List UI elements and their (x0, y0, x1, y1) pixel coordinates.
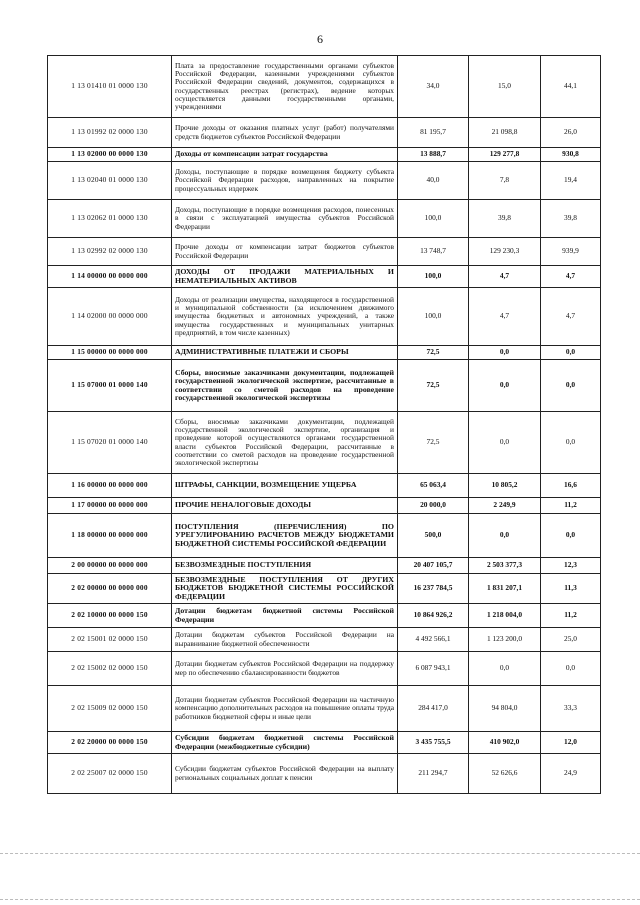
plan-amount-cell: 100,0 (398, 200, 469, 238)
budget-code-cell: 2 02 00000 00 0000 000 (48, 574, 172, 604)
actual-amount-cell: 129 277,8 (469, 148, 541, 162)
budget-code-cell: 2 02 15001 02 0000 150 (48, 628, 172, 652)
percent-cell: 19,4 (541, 162, 601, 200)
percent-cell: 0,0 (541, 652, 601, 686)
plan-amount-cell: 34,0 (398, 56, 469, 118)
plan-amount-cell: 100,0 (398, 266, 469, 288)
table-row (48, 288, 601, 346)
percent-cell: 0,0 (541, 360, 601, 412)
percent-cell: 4,7 (541, 266, 601, 288)
percent-cell: 11,3 (541, 574, 601, 604)
budget-code-cell: 2 02 15009 02 0000 150 (48, 686, 172, 732)
percent-cell: 24,9 (541, 754, 601, 794)
actual-amount-cell: 15,0 (469, 56, 541, 118)
table-row (48, 558, 601, 574)
budget-code-cell: 2 02 25007 02 0000 150 (48, 754, 172, 794)
table-row (48, 56, 601, 118)
budget-code-cell: 1 14 02000 00 0000 000 (48, 288, 172, 346)
plan-amount-cell: 6 087 943,1 (398, 652, 469, 686)
revenue-name-cell: Субсидии бюджетам субъектов Российской Федерации на выплату региональных социальных доплат к пенсии (172, 754, 398, 794)
revenue-name-cell: БЕЗВОЗМЕЗДНЫЕ ПОСТУПЛЕНИЯ (172, 558, 398, 574)
revenue-name-cell: Доходы от компенсации затрат государства (172, 148, 398, 162)
actual-amount-cell: 410 902,0 (469, 732, 541, 754)
actual-amount-cell: 4,7 (469, 266, 541, 288)
percent-cell: 939,9 (541, 238, 601, 266)
revenue-name-cell: Прочие доходы от оказания платных услуг (работ) получателями средств бюджетов субъектов Российской Федерации (172, 118, 398, 148)
revenue-name-cell: Дотации бюджетам бюджетной системы Российской Федерации (172, 604, 398, 628)
revenue-name-cell: Субсидии бюджетам бюджетной системы Российской Федерации (межбюджетные субсидии) (172, 732, 398, 754)
percent-cell: 12,3 (541, 558, 601, 574)
actual-amount-cell: 0,0 (469, 652, 541, 686)
plan-amount-cell: 16 237 784,5 (398, 574, 469, 604)
actual-amount-cell: 2 503 377,3 (469, 558, 541, 574)
table-row (48, 266, 601, 288)
actual-amount-cell: 129 230,3 (469, 238, 541, 266)
actual-amount-cell: 10 805,2 (469, 474, 541, 498)
budget-code-cell: 1 18 00000 00 0000 000 (48, 514, 172, 558)
percent-cell: 44,1 (541, 56, 601, 118)
plan-amount-cell: 4 492 566,1 (398, 628, 469, 652)
revenue-name-cell: ДОХОДЫ ОТ ПРОДАЖИ МАТЕРИАЛЬНЫХ И НЕМАТЕРИАЛЬНЫХ АКТИВОВ (172, 266, 398, 288)
plan-amount-cell: 3 435 755,5 (398, 732, 469, 754)
revenue-name-cell: Дотации бюджетам субъектов Российской Федерации на поддержку мер по обеспечению сбалансированности бюджетов (172, 652, 398, 686)
plan-amount-cell: 211 294,7 (398, 754, 469, 794)
percent-cell: 4,7 (541, 288, 601, 346)
revenue-name-cell: ПОСТУПЛЕНИЯ (ПЕРЕЧИСЛЕНИЯ) ПО УРЕГУЛИРОВАНИЮ РАСЧЕТОВ МЕЖДУ БЮДЖЕТАМИ БЮДЖЕТНОЙ СИСТЕМЫ РОССИЙСКОЙ ФЕДЕРАЦИИ (172, 514, 398, 558)
table-row (48, 652, 601, 686)
revenue-name-cell: Сборы, вносимые заказчиками документации, подлежащей государственной экологической экспертизе, рассчитанные в соответствии со сметой расходов на проведение государственной экологической экспертизы (172, 360, 398, 412)
table-row (48, 148, 601, 162)
table-row (48, 754, 601, 794)
percent-cell: 11,2 (541, 498, 601, 514)
plan-amount-cell: 81 195,7 (398, 118, 469, 148)
table-row (48, 574, 601, 604)
plan-amount-cell: 72,5 (398, 346, 469, 360)
plan-amount-cell: 13 888,7 (398, 148, 469, 162)
table-row (48, 346, 601, 360)
plan-amount-cell: 10 864 926,2 (398, 604, 469, 628)
percent-cell: 12,0 (541, 732, 601, 754)
plan-amount-cell: 20 000,0 (398, 498, 469, 514)
percent-cell: 0,0 (541, 346, 601, 360)
budget-code-cell: 1 16 00000 00 0000 000 (48, 474, 172, 498)
budget-code-cell: 1 15 07020 01 0000 140 (48, 412, 172, 474)
revenue-name-cell: Дотации бюджетам субъектов Российской Федерации на частичную компенсацию дополнительных расходов на повышение оплаты труда работников бюджетной сферы и иные цели (172, 686, 398, 732)
revenue-name-cell: Доходы от реализации имущества, находящегося в государственной и муниципальной собственности (за исключением движимого имущества бюджетных и автономных учреждений, а также имущества государственных и муниципальных унитарных предприятий, в том числе казенных) (172, 288, 398, 346)
table-body (48, 56, 601, 794)
actual-amount-cell: 94 804,0 (469, 686, 541, 732)
revenue-name-cell: ПРОЧИЕ НЕНАЛОГОВЫЕ ДОХОДЫ (172, 498, 398, 514)
percent-cell: 0,0 (541, 514, 601, 558)
actual-amount-cell: 1 218 004,0 (469, 604, 541, 628)
revenue-name-cell: Плата за предоставление государственными органами субъектов Российской Федерации, казенными учреждениями субъектов Российской Федерации сведений, документов, содержащихся в государственных реестрах (регистрах), ведение которых осуществляется данными государственными органами, учреждениями (172, 56, 398, 118)
table-row (48, 238, 601, 266)
percent-cell: 33,3 (541, 686, 601, 732)
budget-code-cell: 1 15 00000 00 0000 000 (48, 346, 172, 360)
actual-amount-cell: 0,0 (469, 360, 541, 412)
plan-amount-cell: 72,5 (398, 360, 469, 412)
scan-artifact-line (0, 853, 640, 855)
revenue-name-cell: Прочие доходы от компенсации затрат бюджетов субъектов Российской Федерации (172, 238, 398, 266)
percent-cell: 0,0 (541, 412, 601, 474)
table-row (48, 498, 601, 514)
budget-code-cell: 1 17 00000 00 0000 000 (48, 498, 172, 514)
budget-code-cell: 1 13 02062 01 0000 130 (48, 200, 172, 238)
table-row (48, 732, 601, 754)
budget-code-cell: 2 02 10000 00 0000 150 (48, 604, 172, 628)
actual-amount-cell: 39,8 (469, 200, 541, 238)
revenue-name-cell: Сборы, вносимые заказчиками документации, подлежащей государственной экологической экспертизе, организация и проведение которой осуществляются органами государственной власти субъектов Российской Федерации, рассчитанные в соответствии со сметой расходов на проведение государственной экологической экспертизы (172, 412, 398, 474)
percent-cell: 39,8 (541, 200, 601, 238)
table-row (48, 118, 601, 148)
budget-code-cell: 1 13 02040 01 0000 130 (48, 162, 172, 200)
table-row (48, 686, 601, 732)
scan-artifact-line (0, 899, 640, 901)
percent-cell: 25,0 (541, 628, 601, 652)
table-row (48, 200, 601, 238)
revenue-name-cell: Доходы, поступающие в порядке возмещения бюджету субъекта Российской Федерации расходов, направленных на покрытие процессуальных издержек (172, 162, 398, 200)
revenue-name-cell: АДМИНИСТРАТИВНЫЕ ПЛАТЕЖИ И СБОРЫ (172, 346, 398, 360)
plan-amount-cell: 20 407 105,7 (398, 558, 469, 574)
plan-amount-cell: 284 417,0 (398, 686, 469, 732)
table-row (48, 628, 601, 652)
actual-amount-cell: 21 098,8 (469, 118, 541, 148)
table-row (48, 514, 601, 558)
budget-code-cell: 1 13 01992 02 0000 130 (48, 118, 172, 148)
budget-code-cell: 1 13 02992 02 0000 130 (48, 238, 172, 266)
table-row (48, 474, 601, 498)
budget-code-cell: 1 15 07000 01 0000 140 (48, 360, 172, 412)
revenue-name-cell: Доходы, поступающие в порядке возмещения расходов, понесенных в связи с эксплуатацией имущества субъектов Российской Федерации (172, 200, 398, 238)
table-row (48, 162, 601, 200)
actual-amount-cell: 1 123 200,0 (469, 628, 541, 652)
plan-amount-cell: 72,5 (398, 412, 469, 474)
table-row (48, 604, 601, 628)
actual-amount-cell: 0,0 (469, 514, 541, 558)
actual-amount-cell: 52 626,6 (469, 754, 541, 794)
table-row (48, 360, 601, 412)
budget-code-cell: 1 13 01410 01 0000 130 (48, 56, 172, 118)
actual-amount-cell: 7,8 (469, 162, 541, 200)
actual-amount-cell: 2 249,9 (469, 498, 541, 514)
page-number: 6 (317, 32, 323, 46)
actual-amount-cell: 1 831 207,1 (469, 574, 541, 604)
actual-amount-cell: 0,0 (469, 412, 541, 474)
revenue-name-cell: БЕЗВОЗМЕЗДНЫЕ ПОСТУПЛЕНИЯ ОТ ДРУГИХ БЮДЖЕТОВ БЮДЖЕТНОЙ СИСТЕМЫ РОССИЙСКОЙ ФЕДЕРАЦИИ (172, 574, 398, 604)
plan-amount-cell: 100,0 (398, 288, 469, 346)
percent-cell: 11,2 (541, 604, 601, 628)
revenue-name-cell: Дотации бюджетам субъектов Российской Федерации на выравнивание бюджетной обеспеченности (172, 628, 398, 652)
percent-cell: 26,0 (541, 118, 601, 148)
actual-amount-cell: 4,7 (469, 288, 541, 346)
percent-cell: 930,8 (541, 148, 601, 162)
budget-code-cell: 2 02 20000 00 0000 150 (48, 732, 172, 754)
table-row (48, 412, 601, 474)
budget-code-cell: 2 00 00000 00 0000 000 (48, 558, 172, 574)
plan-amount-cell: 13 748,7 (398, 238, 469, 266)
budget-code-cell: 1 13 02000 00 0000 130 (48, 148, 172, 162)
percent-cell: 16,6 (541, 474, 601, 498)
budget-code-cell: 2 02 15002 02 0000 150 (48, 652, 172, 686)
plan-amount-cell: 500,0 (398, 514, 469, 558)
revenue-name-cell: ШТРАФЫ, САНКЦИИ, ВОЗМЕЩЕНИЕ УЩЕРБА (172, 474, 398, 498)
budget-code-cell: 1 14 00000 00 0000 000 (48, 266, 172, 288)
plan-amount-cell: 65 063,4 (398, 474, 469, 498)
budget-revenue-table (47, 55, 601, 794)
actual-amount-cell: 0,0 (469, 346, 541, 360)
plan-amount-cell: 40,0 (398, 162, 469, 200)
